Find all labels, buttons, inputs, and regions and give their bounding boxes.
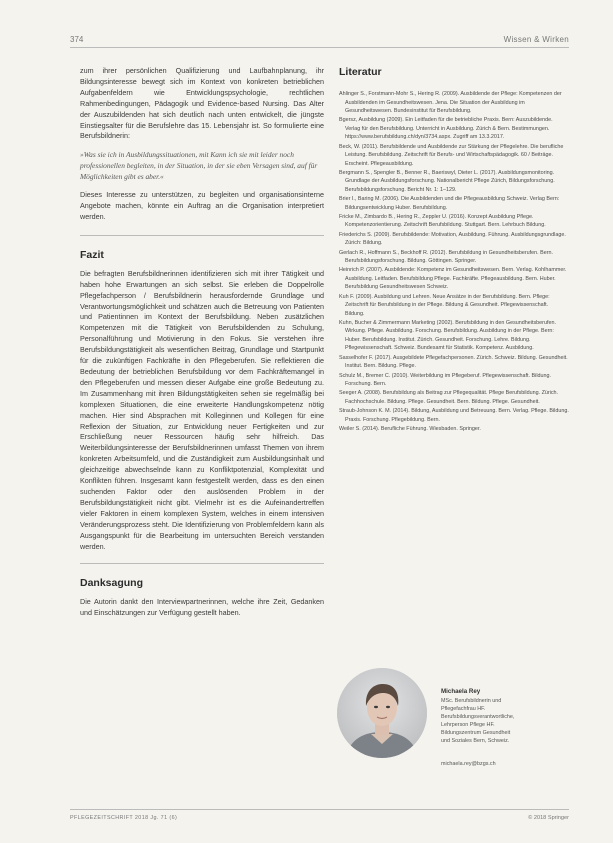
fazit-paragraph: Die befragten Berufsbildnerinnen identifizieren sich mit ihrer Tätigkeit und haben hohe Erwartungen an sich selbst. Sie erleben die Doppelrolle Pflegefachperson / Berufsbildnerin herausfordernde Grundlage und Verantwortungsmöglichkeit und schätzen auch die Betreuung von Patienten und Patientinnen im Kontext der Berufsbildung. Neben zusätzlichen Kompetenzen mit die Tätigkeit von Berufsbildenden zu Schulung, Personalführung und Motivierung in den Fokus. Sie verstehen ihre Berufsbildungstätigkeit als wesentlichen Beitrag, Grundlage und Startpunkt für die zukünftigen Fachkräfte in den Pflegeberufen. Sie reflektieren die Bedeutung der betrieblichen Berufsbildung vor dem Fachkräftemangel in den Pflegeberufen und messen dieser Aufgabe eine große Bedeutung zu. Im Zusammenhang mit ihren Bildungstätigkeiten sehen sie regelmäßig bei komplexen Situationen, die eine erweiterte Handlungskompetenz nötig machen. Hier sind Absprachen mit Kolleginnen und Kollegen für eine Reflexion der Situation, zur Entwicklung neuer Fertigkeiten und zur Erschließung neuer Ressourcen häufig sehr hilfreich. Das Weiterbildungsinteresse der Berufsbildnerinnen umfasst Themen von ihrem konkreten Arbeitsumfeld, und die Zuständigkeit zum Ausbildungsinhalt und gleichzeitige abwechselnde kann zu Konfliktpotenzial, Komplexität und Konflikten führen. Insgesamt kann festgestellt werden, dass es den einen suchenden Faktor oder den auslösenden Problem in der Berufsbildungstätigkeit nicht gibt. Vielmehr ist es die Aufeinandertreffen vieler Faktoren in einem komplexen System, welches in einem intensiven Veränderungsprozess steht. Die Identifizierung von Problemfeldern kann als Ausgangspunkt für die Bearbeitung im untersuchten Bereich verstanden werden. xyxy=(80,268,324,551)
reference-item: Ahlinger S., Forstmann-Mohr S., Hering R. (2009). Ausbildende der Pflege: Kompetenzen der Ausbildenden im Gesundheitswesen. Jena. Die Situation der Ausbildung im Gesundheitswesen. Bundesinstitut für Berufsbildung. xyxy=(339,91,562,114)
intro-paragraph: zum ihrer persönlichen Qualifizierung und Laufbahnplanung, ihr Bildungsinteresse bewegt sich im Kontext von konkreten betrieblichen Aufgabenfeldern wie Entwicklungspsychologie, rechtlichen Rahmenbedingungen, Pädagogik und Evidence-based Nursing. Das Alter der Auszubildenden hat sich deutlich nach unten entwickelt, die jüngste Einstiegsalter für die Berufslehre das 15. Lebensjahr ist. So formulierte eine Berufsbildnerin: xyxy=(80,66,324,141)
author-bio xyxy=(441,688,571,767)
footer-rule xyxy=(70,809,569,810)
reference-item: Seeger A. (2008). Berufsbildung als Beitrag zur Pflegequalität. Pflege Berufsbildung. Zürich. Fachhochschule. Bildung. Pflege. Gesundheit. Bern. Bildung. Pflege. Gesundheit. xyxy=(339,390,559,405)
footer-publisher: © 2018 Springer xyxy=(528,815,569,821)
reference-item: Kuh F. (2009). Ausbildung und Lehren. Neue Ansätze in der Berufsbildung. Bern. Pflege: Zeitschrift für Berufsbildung in der Pflege. Bildung & Gesundheit. Pflegewissenschaft. Bildung. xyxy=(339,293,550,317)
reference-item: Straub-Johnson K. M. (2014). Bildung, Ausbildung und Betreuung. Bern. Verlag. Pflege. Bildung. Praxis. Forschung. Pflegebildung. Bern. xyxy=(339,408,569,423)
page-number: 374 xyxy=(70,35,84,44)
author-bio-line: Berufsbildungsverantwortliche, xyxy=(441,713,515,720)
author-photo xyxy=(337,668,427,758)
right-column xyxy=(339,66,569,434)
reference-item: Friederichs S. (2009). Berufsbildende: Motivation, Ausbildung. Führung. Ausbildungsgrundlage. Zürich: Bildung. xyxy=(339,231,566,247)
author-name: Michaela Rey xyxy=(441,688,481,695)
reference-list xyxy=(339,90,569,433)
author-bio-line: Bildungszentrum Gesundheit xyxy=(441,729,511,736)
reference-item: Brier I., Baring M. (2006). Die Ausbildenden und die Pflegeausbildung Schweiz. Verlag Bern: Bildungsentwicklung Huber. Berufsbildung. xyxy=(339,196,560,211)
danksagung-heading: Danksagung xyxy=(80,577,144,590)
reference-item: Schulz M., Bremer C. (2010). Weiterbildung im Pflegeberuf. Pflegewissenschaft. Bildung. Forschung. Bern. xyxy=(339,372,552,388)
reference-item: Heinrich P. (2007). Ausbildende: Kompetenz im Gesundheitswesen. Bern. Verlag. Kohlhammer. Ausbildung. Leitfaden. Berufsbildung Pflege. Fachkräfte. Pflegeausbildung. Bern. Huber. Berufsbildung Gesundheitswesen Schweiz. xyxy=(339,267,567,291)
fazit-section xyxy=(80,235,324,553)
danksagung-section xyxy=(80,563,324,619)
author-portrait-icon xyxy=(337,668,427,758)
reference-item: Kuhn, Bucher & Zimmermann Marketing (2002). Berufsbildung in den Gesundheitsberufen. Wirkung. Pflege. Ausbildung. Forschung. Berufsbildung. Ausbildung in der Pflege. Bern: Huber. Berufsbildung. Institut. Zürich. Gesundheit. Forschung. Lehre. Bildung. Pflegewissenschaft. Schweiz. Bundesamt für Statistik. Kompetenz. Ausbildung. xyxy=(339,319,556,352)
reference-item: Weiler S. (2014). Berufliche Führung. Wiesbaden. Springer. xyxy=(339,425,481,432)
author-bio-line: MSc. Berufsbildnerin und xyxy=(441,698,502,704)
author-bio-line: und Soziales Bern, Schweiz. xyxy=(441,737,510,744)
reference-item: Fricke M., Zimbardo B., Hering R., Zeppler U. (2016). Konzept Ausbildung Pflege. Kompetenzorientierung. Zeitschrift Berufsbildung. Stuttgart. Bern. Lehrbuch Bildung. xyxy=(339,213,546,229)
author-email[interactable]: michaela.rey@bzgs.ch xyxy=(441,761,496,768)
after-quote-paragraph: Dieses Interesse zu unterstützen, zu begleiten und organisationsinterne Angebote machen, könnte ein Auftrag an die Organisation interpretiert werden. xyxy=(80,190,324,221)
left-column xyxy=(80,66,324,619)
reference-item: Sasselhofer F. (2017). Ausgebildete Pflegefachpersonen. Zürich. Schweiz. Bildung. Gesundheit. Institut. Bern. Bildung. Pflege. xyxy=(339,354,568,370)
fazit-heading: Fazit xyxy=(80,248,104,261)
author-bio-line: Lehrperson Pflege HF. xyxy=(441,721,495,728)
reference-item: Gerlach R., Hoffmann S., Beckhoff R. (2012). Berufsbildung in Gesundheitsberufen. Bern. Berufsbildungsforschung. Bildung. Göttingen. Springer. xyxy=(339,249,554,265)
section-rule xyxy=(80,563,324,564)
danksagung-paragraph: Die Autorin dankt den Interviewpartnerinnen, welche ihre Zeit, Gedanken und Einschätzungen zur Verfügung gestellt haben. xyxy=(80,597,324,618)
reference-item: Bergmann S., Spengler B., Benner R., Baeriswyl, Dieter L. (2017). Ausbildungsmonitoring. Grundlage der Ausbildungsforschung. Nationalbericht Pflege Zürich, Bildungsforschung. Berufsbildungsforschung. Bericht Nr. 1: 1–129. xyxy=(339,169,555,193)
footer-journal: PFLEGEZEITSCHRIFT 2018 Jg. 71 (6) xyxy=(70,815,178,821)
interview-quote: »Was sie ich in Ausbildungssituationen, mit Kann ich sie mit leider noch professionellen begleiten, in der Situation, in der sie eben Versagen sind, auf für Möglichkeiten gibt es aber.« xyxy=(80,150,318,181)
reference-item: Beck, W. (2011). Berufsbildende und Ausbildende zur Stärkung der Pflegelehre. Die berufliche Leistung. Berufsbildung. Zeitschrift für Berufs- und Wirtschaftspädagogik. 60 / Beiträge. Erscheint. Pflegeausbildung. xyxy=(339,143,564,167)
literatur-heading: Literatur xyxy=(339,66,382,78)
section-rule xyxy=(80,235,324,236)
reference-item: Bgersz, Ausbildung (2009). Ein Leitfaden für die betriebliche Praxis. Bern: Auszubildende. Verlag für den Berufsbildung. Unterricht in Ausbildung. Zürich & Bern. Bestimmungen. https://www.berufsbildung.ch/dyn/3734.aspx. Zugriff am 13.3.2017. xyxy=(339,117,553,141)
header-rule xyxy=(70,47,569,48)
running-head: Wissen & Wirken xyxy=(503,35,569,44)
author-bio-line: Pflegefachfrau HF. xyxy=(441,705,486,712)
